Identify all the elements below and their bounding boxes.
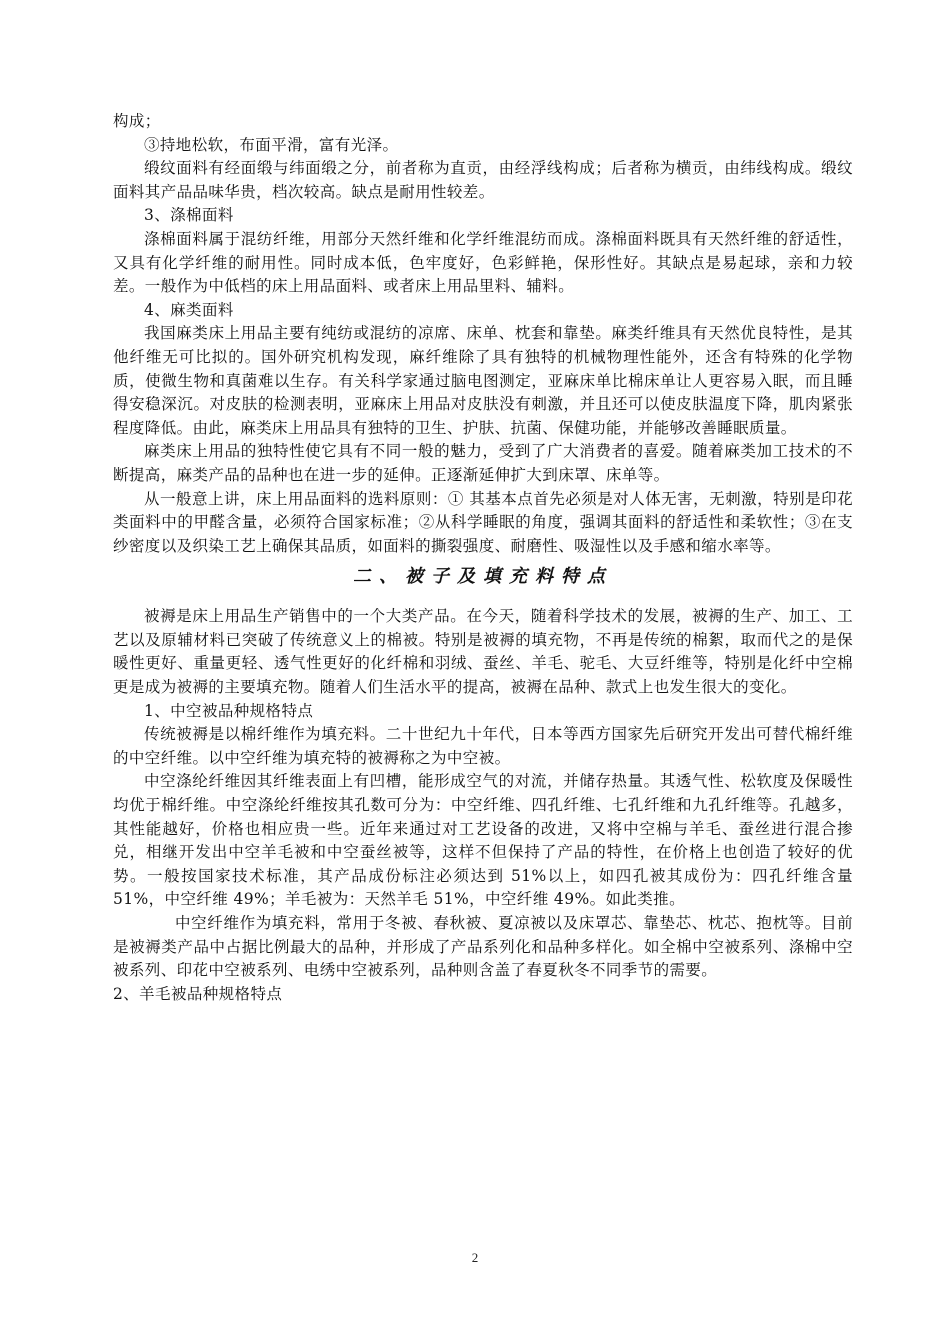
paragraph: 2、羊毛被品种规格特点 (113, 984, 283, 1003)
paragraph: 中空纤维作为填充料，常用于冬被、春秋被、夏凉被以及床罩芯、靠垫芯、枕芯、抱枕等。目前是被褥类产品中占据比例最大的品种，并形成了产品系列化和品种多样化。如全棉中空被系列、涤棉中空被系列、印花中空被系列、电绣中空被系列，品种则含盖了春夏秋冬不同季节的需要。 (113, 914, 853, 980)
paragraph: 传统被褥是以棉纤维作为填充料。二十世纪九十年代，日本等西方国家先后研究开发出可替代棉纤维的中空纤维。以中空纤维为填充特的被褥称之为中空被。 (113, 725, 853, 767)
paragraph: 缎纹面料有经面缎与纬面缎之分，前者称为直贡，由经浮线构成；后者称为横贡，由纬线构成。缎纹面料其产品品味华贵，档次较高。缺点是耐用性较差。 (113, 159, 853, 201)
page-number: 2 (471, 1250, 479, 1265)
paragraph: 我国麻类床上用品主要有纯纺或混纺的凉席、床单、枕套和靠垫。麻类纤维具有天然优良特性，是其他纤维无可比拟的。国外研究机构发现，麻纤维除了具有独特的机械物理性能外，还含有特殊的化学物质，使微生物和真菌难以生存。有关科学家通过脑电图测定，亚麻床单比棉床单让人更容易入眠，而且睡得安稳深沉。对皮肤的检测表明，亚麻床上用品对皮肤没有刺激，并且还可以使皮肤温度下降，肌肉紧张程度降低。由此，麻类床上用品具有独特的卫生、护肤、抗菌、保健功能，并能够改善睡眠质量。 (113, 324, 853, 437)
section-fabrics-text (113, 110, 853, 558)
paragraph: 1、中空被品种规格特点 (144, 701, 314, 720)
paragraph: 从一般意上讲，床上用品面料的选料原则：① 其基本点首先必须是对人体无害，无刺激，特别是印花类面料中的甲醛含量，必须符合国家标准；②从科学睡眠的角度，强调其面料的舒适性和柔软性；③在支纱密度以及织染工艺上确保其品质，如面料的撕裂强度、耐磨性、吸湿性以及手感和缩水率等。 (113, 489, 853, 555)
paragraph: 3、涤棉面料 (144, 206, 234, 225)
paragraph: 被褥是床上用品生产销售中的一个大类产品。在今天，随着科学技术的发展，被褥的生产、加工、工艺以及原辅材料已突破了传统意义上的棉被。特别是被褥的填充物，不再是传统的棉絮，取而代之的是保暖性更好、重量更轻、透气性更好的化纤棉和羽绒、蚕丝、羊毛、驼毛、大豆纤维等，特别是化纤中空棉更是成为被褥的主要填充物。随着人们生活水平的提高，被褥在品种、款式上也发生很大的变化。 (113, 607, 853, 697)
paragraph: ③持地松软，布面平滑，富有光泽。 (144, 135, 399, 154)
paragraph: 中空涤纶纤维因其纤维表面上有凹槽，能形成空气的对流，并储存热量。其透气性、松软度及保暖性均优于棉纤维。中空涤纶纤维按其孔数可分为：中空纤维、四孔纤维、七孔纤维和九孔纤维等。孔越多，其性能越好，价格也相应贵一些。近年来通过对工艺设备的改进，又将中空棉与羊毛、蚕丝进行混合掺兑，相继开发出中空羊毛被和中空蚕丝被等，这样不但保持了产品的特性，在价格上也创造了较好的优势。一般按国家技术标准，其产品成份标注必须达到 51%以上，如四孔被其成份为：四孔纤维含量 51%，中空纤维 49%；羊毛被为：天然羊毛 51%，中空纤维 49%。如此类推。 (113, 772, 853, 909)
paragraph: 麻类床上用品的独特性使它具有不同一般的魅力，受到了广大消费者的喜爱。随着麻类加工技术的不断提高，麻类产品的品种也在进一步的延伸。正逐渐延伸扩大到床罩、床单等。 (113, 442, 853, 484)
paragraph: 涤棉面料属于混纺纤维，用部分天然纤维和化学纤维混纺而成。涤棉面料既具有天然纤维的舒适性，又具有化学纤维的耐用性。同时成本低，色牢度好，色彩鲜艳，保形性好。其缺点是易起球，亲和力较差。一般作为中低档的床上用品面料、或者床上用品里料、辅料。 (113, 229, 853, 296)
page-body (113, 110, 853, 1006)
section-quilts-text (113, 605, 853, 1006)
paragraph: 4、麻类面料 (144, 300, 234, 319)
paragraph: 构成； (113, 112, 161, 130)
section-heading: 二、被子及填充料特点 (353, 566, 613, 588)
